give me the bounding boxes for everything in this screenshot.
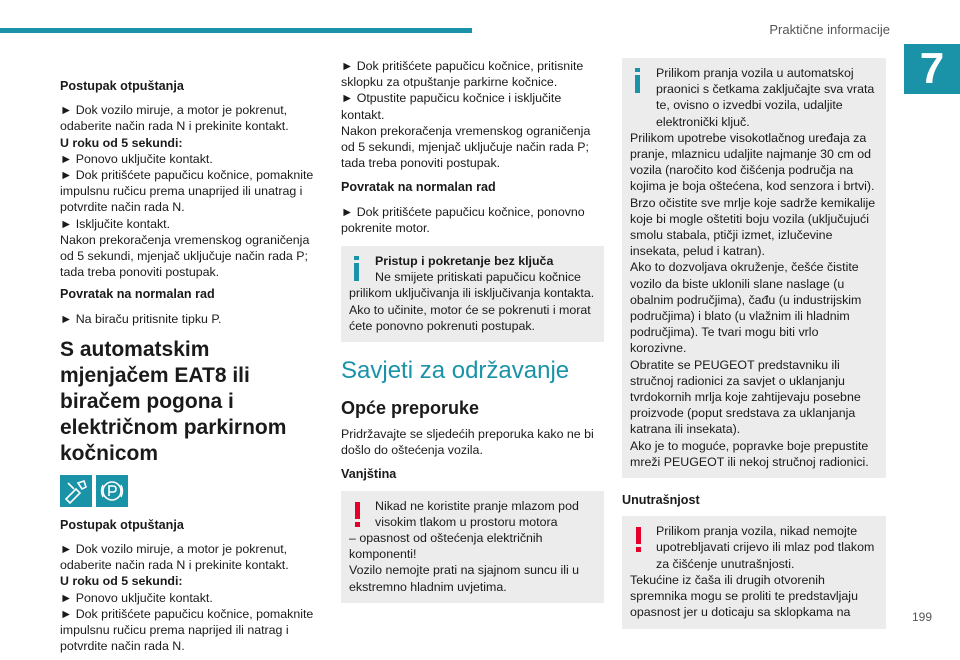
chapter-heading: S automatskim mjenjačem EAT8 ili biračem pogona i električnom parkirnom kočnicom [60, 337, 287, 465]
paragraph [60, 541, 322, 654]
warning-text: Nikad ne koristite pranje mlazom pod visokim tlakom u prostoru motora [375, 498, 579, 529]
info-text: Ne smijete pritiskati papučicu kočnice prilikom uključivanja ili isključivanja kontakta. Ako to učinite, motor će se pokrenuti i morat ćete ponovno pokrenuti postupak. [349, 270, 595, 333]
text-line: ► Dok pritišćete papučicu kočnice, pomaknite impulsnu ručicu prema unaprijed ili unatrag i potvrdite način rada N. [60, 168, 314, 215]
paragraph [341, 58, 604, 171]
text-line: ► Ponovo uključite kontakt. [60, 151, 213, 166]
parking-brake-icon [96, 475, 128, 507]
info-icon [349, 254, 367, 284]
column-2 [341, 58, 604, 613]
info-text: Prilikom pranja vozila u automatskoj praonici s četkama zaključajte sva vrata te, ovisno o izvedbi vozila, udaljite elektronički ključ. [656, 66, 875, 129]
section-heading: Povratak na normalan rad [341, 180, 496, 195]
warning-text: Vozilo nemojte prati na sjajnom suncu ili u ekstremno hladnim uvjetima. [349, 563, 580, 594]
warning-text: – opasnost od oštećenja električnih komponenti! [349, 531, 543, 562]
info-box [622, 58, 886, 478]
info-title: Pristup i pokretanje bez ključa [375, 254, 554, 269]
header-accent-bar [0, 28, 472, 33]
warning-text: Prilikom pranja vozila, nikad nemojte upotrebljavati crijevo ili mlaz pod tlakom za čišćenje unutrašnjosti. [656, 524, 875, 571]
intro-text: Pridržavajte se sljedećih preporuka kako ne bi došlo do oštećenja vozila. [341, 427, 594, 458]
section-heading: Unutrašnjost [622, 493, 700, 508]
text-line: Nakon prekoračenja vremenskog ograničenja od 5 sekundi, mjenjač uključuje način rada P; tada treba ponoviti postupak. [341, 123, 591, 171]
warning-text: Tekućine iz čaša ili drugih otvorenih spremnika mogu se proliti te predstavljaju opasnost jer u doticaju sa sklopkama na [630, 572, 858, 620]
info-text: Obratite se PEUGEOT predstavniku ili stručnoj radionici za savjet o uklanjanju tvrdokornih mrlja koje zahtijevaju posebne proizvode (poput sredstava za uklanjanja katrana ili insekata). [630, 357, 861, 437]
info-icon [630, 66, 648, 96]
section-title: Savjeti za održavanje [341, 357, 570, 385]
info-box [341, 246, 604, 342]
subsection-title: Opće preporuke [341, 398, 480, 419]
section-heading: Postupak otpuštanja [60, 517, 184, 532]
text-line: U roku od 5 sekundi: [60, 574, 183, 589]
text-line: ► Dok vozilo miruje, a motor je pokrenut, odaberite način rada N i prekinite kontakt. [60, 542, 289, 573]
header-title: Praktične informacije [769, 22, 890, 37]
column-1 [60, 76, 322, 660]
warning-box [341, 491, 604, 603]
warning-icon [630, 524, 648, 554]
info-text: Brzo očistite sve mrlje koje sadrže kemikalije koje bi mogle oštetiti boju vozila (uključujući smolu stabala, ptičji izmet, izlučevine insekata, pelud i katran). [630, 195, 876, 259]
info-text: Prilikom upotrebe visokotlačnog uređaja za pranje, mlaznicu udaljite najmanje 30 cm od vozila (naročito kod čišćenja područja na kojima je boja oštećena, kod senzora i brtvi). [630, 130, 875, 194]
hand-wrench-icon [60, 475, 92, 507]
info-text: Ako to dozvoljava okruženje, češće čistite vozilo da biste uklonili slane naslage (u obalnim područjima), čađu (u industrijskim područjima) i blato (u vlažnim ili hladnim područjima). Te tvari mogu biti vrlo korozivne. [630, 260, 862, 356]
text-line: ► Otpustite papučicu kočnice i isključite kontakt. [341, 91, 562, 122]
text-line: ► Na biraču pritisnite tipku P. [60, 311, 222, 326]
column-3 [622, 58, 886, 639]
warning-box [622, 516, 886, 628]
section-heading: Postupak otpuštanja [60, 79, 184, 93]
info-text: Ako je to moguće, popravke boje prepustite mreži PEUGEOT ili nekoj stručnoj radionici. [630, 438, 869, 469]
text-line: ► Ponovo uključite kontakt. [60, 590, 213, 605]
chapter-badge: 7 [904, 44, 960, 94]
paragraph [60, 102, 322, 280]
text-line: ► Dok pritišćete papučicu kočnice, pritisnite sklopku za otpuštanje parkirne kočnice. [341, 59, 584, 90]
page-number: 199 [912, 610, 933, 624]
text-line: ► Dok vozilo miruje, a motor je pokrenut, odaberite način rada N i prekinite kontakt. [60, 103, 289, 134]
text-line: Nakon prekoračenja vremenskog ograničenja od 5 sekundi, mjenjač uključuje način rada P; tada treba ponoviti postupak. [60, 232, 310, 280]
section-heading: Povratak na normalan rad [60, 287, 215, 302]
text-line: U roku od 5 sekundi: [60, 135, 183, 150]
text-line: ► Dok pritišćete papučicu kočnice, pomaknite impulsnu ručicu prema naprijed ili natrag i potvrdite način rada N. [60, 606, 314, 654]
section-heading: Vanjština [341, 467, 397, 482]
text-line: ► Dok pritišćete papučicu kočnice, ponovno pokrenite motor. [341, 204, 585, 235]
warning-icon [349, 499, 367, 529]
text-line: ► Isključite kontakt. [60, 216, 171, 231]
icon-row [60, 475, 322, 507]
